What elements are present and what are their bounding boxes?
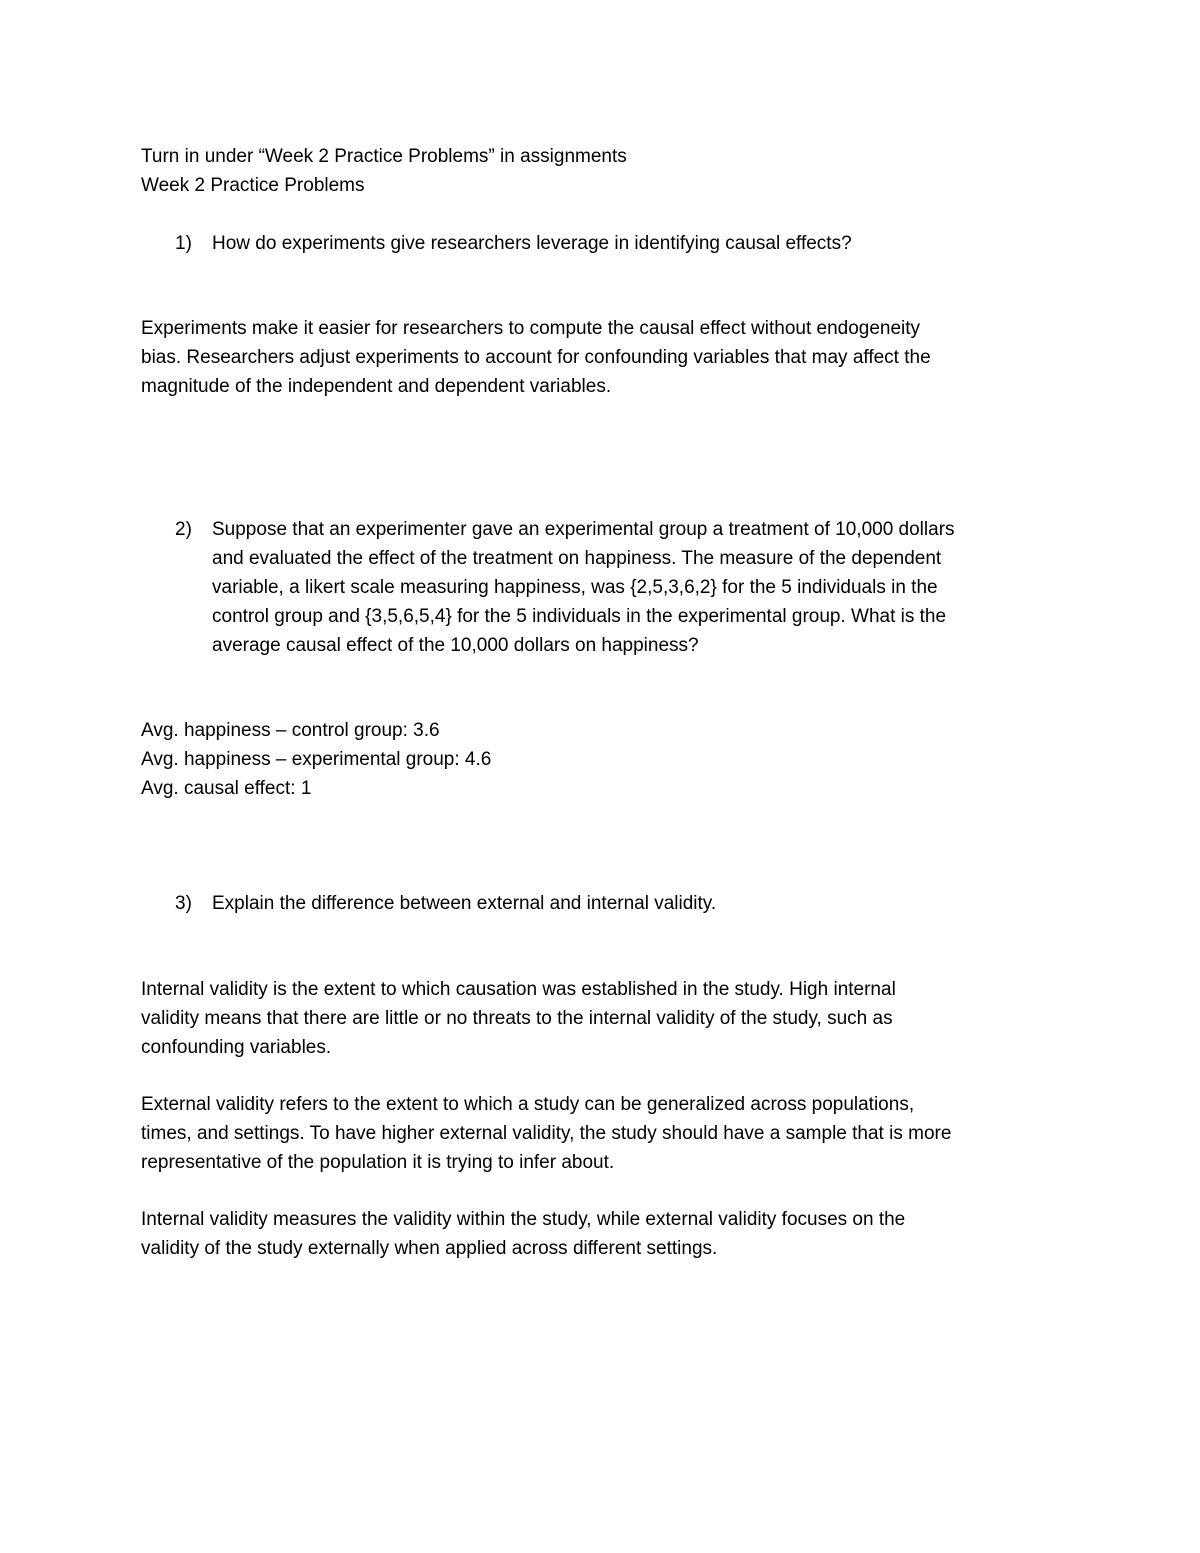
question-2-text-line: control group and {3,5,6,5,4} for the 5 individuals in the experimental group. What is the — [212, 606, 947, 627]
answer-3-comparison-line: Internal validity measures the validity within the study, while external validity focuses on the — [141, 1209, 906, 1230]
answer-3-external-line: representative of the population it is trying to infer about. — [141, 1152, 615, 1173]
answer-3-internal-line: confounding variables. — [141, 1037, 332, 1058]
submission-instruction: Turn in under “Week 2 Practice Problems” in assignments — [141, 146, 627, 167]
answer-2-causal-effect: Avg. causal effect: 1 — [141, 778, 312, 799]
answer-3-comparison-line: validity of the study externally when applied across different settings. — [141, 1238, 718, 1259]
answer-2-experimental-average: Avg. happiness – experimental group: 4.6 — [141, 749, 492, 770]
answer-1-line: magnitude of the independent and dependent variables. — [141, 376, 612, 397]
question-1-text: How do experiments give researchers leverage in identifying causal effects? — [212, 233, 852, 254]
question-2-text-line: Suppose that an experimenter gave an experimental group a treatment of 10,000 dollars — [212, 519, 955, 540]
answer-1-line: Experiments make it easier for researchers to compute the causal effect without endogeneity — [141, 318, 921, 339]
question-2-text-line: variable, a likert scale measuring happiness, was {2,5,3,6,2} for the 5 individuals in the — [212, 577, 938, 598]
answer-2-control-average: Avg. happiness – control group: 3.6 — [141, 720, 440, 741]
question-3-number: 3) — [175, 893, 192, 914]
question-3-text: Explain the difference between external and internal validity. — [212, 893, 717, 914]
page-title: Week 2 Practice Problems — [141, 175, 365, 196]
question-2-text-line: average causal effect of the 10,000 dollars on happiness? — [212, 635, 699, 656]
answer-3-internal-line: Internal validity is the extent to which causation was established in the study. High internal — [141, 979, 896, 1000]
answer-3-external-line: External validity refers to the extent to which a study can be generalized across populations, — [141, 1094, 915, 1115]
answer-1-line: bias. Researchers adjust experiments to account for confounding variables that may affect the — [141, 347, 931, 368]
question-2-number: 2) — [175, 519, 192, 540]
answer-3-internal-line: validity means that there are little or no threats to the internal validity of the study, such as — [141, 1008, 893, 1029]
question-2-text-line: and evaluated the effect of the treatment on happiness. The measure of the dependent — [212, 548, 942, 569]
question-1-number: 1) — [175, 233, 192, 254]
answer-3-external-line: times, and settings. To have higher external validity, the study should have a sample that is more — [141, 1123, 952, 1144]
